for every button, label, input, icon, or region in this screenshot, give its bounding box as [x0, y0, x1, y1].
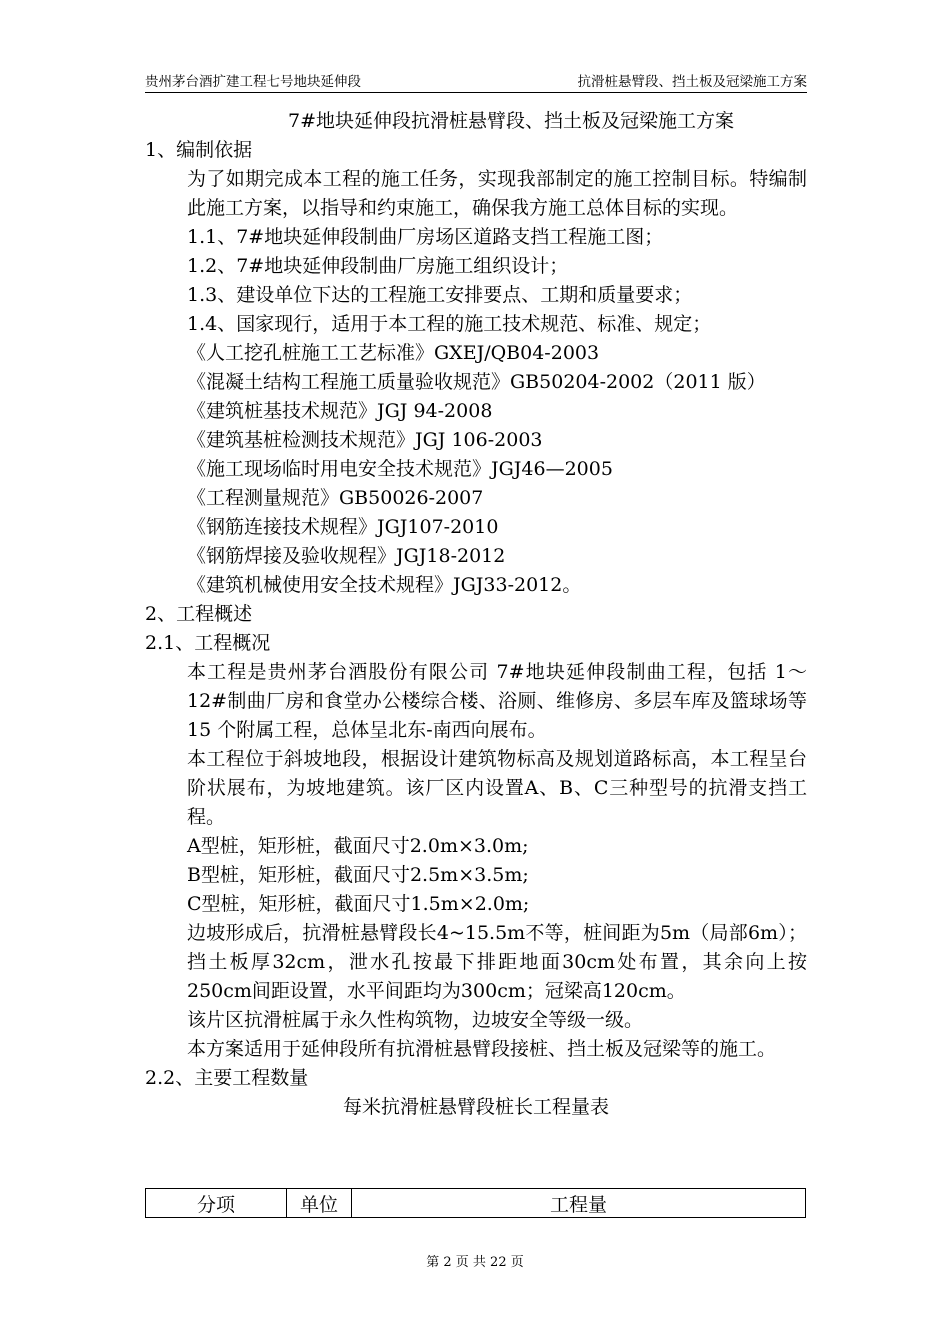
document-title: 7#地块延伸段抗滑桩悬臂段、挡土板及冠梁施工方案 — [287, 110, 734, 132]
table-header-unit: 单位 — [287, 1189, 352, 1218]
basis-item-3: 1.3、建设单位下达的工程施工安排要点、工期和质量要求； — [187, 284, 693, 306]
page-number: 第 2 页 共 22 页 — [426, 1255, 524, 1270]
overview-paragraph-5: 本方案适用于延伸段所有抗滑桩悬臂段接桩、挡土板及冠梁等的施工。 — [187, 1038, 777, 1060]
pile-type-a: A型桩，矩形桩，截面尺寸2.0m×3.0m; — [187, 835, 529, 857]
header-right-text: 抗滑桩悬臂段、挡土板及冠梁施工方案 — [577, 74, 807, 90]
overview-paragraph-2: 本工程位于斜坡地段，根据设计建筑物标高及规划道路标高，本工程呈台阶状展布，为坡地建筑。该厂区内设置A、B、C三种型号的抗滑支挡工程。 — [187, 748, 807, 828]
overview-paragraph-4: 该片区抗滑桩属于永久性构筑物，边坡安全等级一级。 — [187, 1009, 644, 1031]
standard-5: 《施工现场临时用电安全技术规范》JGJ46—2005 — [187, 458, 613, 480]
standard-4: 《建筑基桩检测技术规范》JGJ 106-2003 — [187, 429, 543, 451]
overview-paragraph-1: 本工程是贵州茅台酒股份有限公司 7#地块延伸段制曲工程，包括 1～12#制曲厂房和食堂办公楼综合楼、浴厕、维修房、多层车库及篮球场等 15 个附属工程，总体呈北东-南西向展布。 — [187, 661, 807, 741]
document-body — [145, 107, 807, 1122]
table-header-quantity: 工程量 — [352, 1189, 806, 1218]
pile-type-b: B型桩，矩形桩，截面尺寸2.5m×3.5m; — [187, 864, 529, 886]
standard-6: 《工程测量规范》GB50026-2007 — [187, 487, 484, 509]
page-header — [145, 66, 807, 93]
table-header-item: 分项 — [146, 1189, 287, 1218]
standard-9: 《建筑机械使用安全技术规程》JGJ33-2012。 — [187, 574, 582, 596]
section-2-1-heading: 2.1、工程概况 — [145, 632, 271, 654]
pile-type-c: C型桩，矩形桩，截面尺寸1.5m×2.0m; — [187, 893, 530, 915]
standard-2: 《混凝土结构工程施工质量验收规范》GB50204-2002（2011 版） — [187, 371, 766, 393]
table-header-row — [146, 1189, 806, 1218]
section-1-heading: 1、编制依据 — [145, 139, 253, 161]
basis-item-1: 1.1、7#地块延伸段制曲厂房场区道路支挡工程施工图； — [187, 226, 664, 248]
section-2-heading: 2、工程概述 — [145, 603, 253, 625]
section-1-intro: 为了如期完成本工程的施工任务，实现我部制定的施工控制目标。特编制此施工方案，以指导和约束施工，确保我方施工总体目标的实现。 — [187, 168, 807, 219]
quantity-table-title: 每米抗滑桩悬臂段桩长工程量表 — [342, 1096, 609, 1118]
standard-8: 《钢筋焊接及验收规程》JGJ18-2012 — [187, 545, 506, 567]
overview-paragraph-3: 边坡形成后，抗滑桩悬臂段长4~15.5m不等，桩间距为5m（局部6m）；挡土板厚32cm，泄水孔按最下排距地面30cm处布置，其余向上按250cm间距设置，水平间距均为300cm；冠梁高120cm。 — [187, 922, 807, 1002]
quantity-table — [145, 1188, 806, 1218]
basis-item-2: 1.2、7#地块延伸段制曲厂房施工组织设计； — [187, 255, 569, 277]
section-2-2-heading: 2.2、主要工程数量 — [145, 1067, 309, 1089]
basis-item-4: 1.4、国家现行，适用于本工程的施工技术规范、标准、规定； — [187, 313, 712, 335]
header-left-text: 贵州茅台酒扩建工程七号地块延伸段 — [145, 74, 361, 90]
standard-1: 《人工挖孔桩施工工艺标准》GXEJ/QB04-2003 — [187, 342, 600, 364]
standard-3: 《建筑桩基技术规范》JGJ 94-2008 — [187, 400, 493, 422]
standard-7: 《钢筋连接技术规程》JGJ107-2010 — [187, 516, 499, 538]
